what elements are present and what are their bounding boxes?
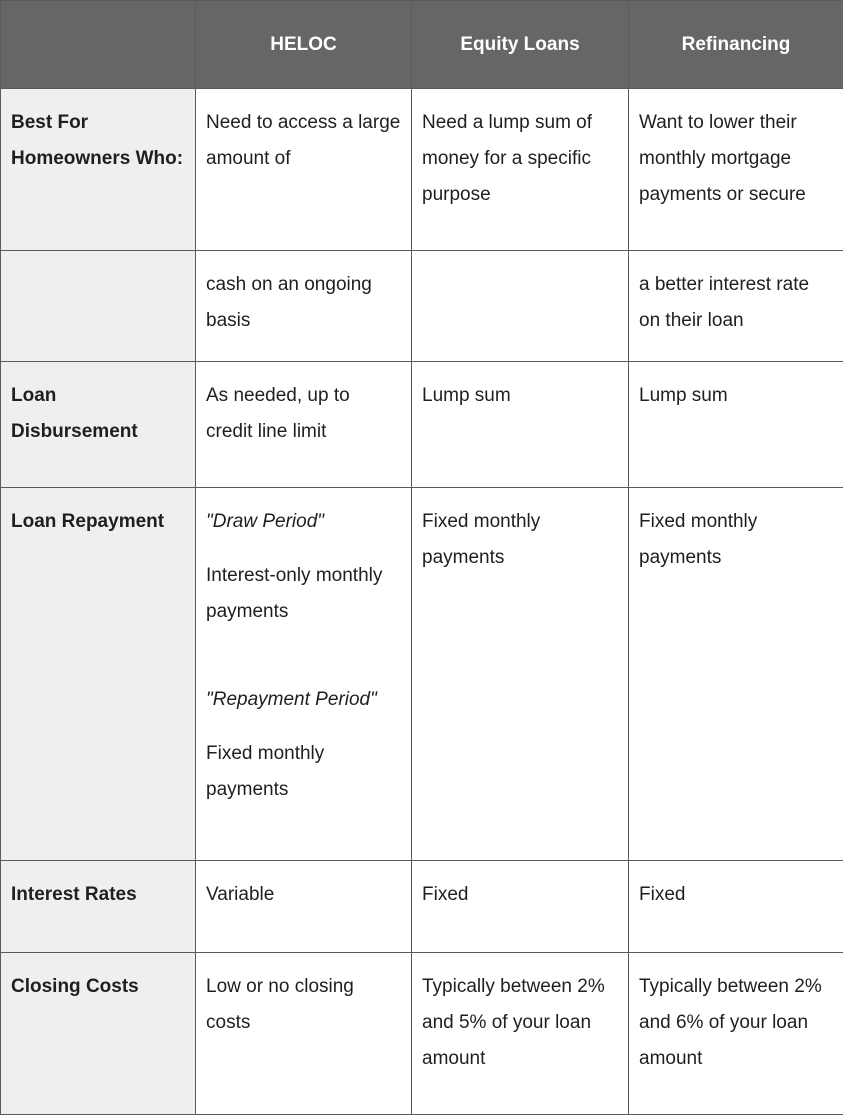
cell-repayment-equity: Fixed monthly payments [412,488,629,861]
cell-disbursement-equity: Lump sum [412,362,629,488]
header-row [1,1,843,89]
cell-interest-heloc: Variable [196,861,412,953]
cell-closing-refi: Typically between 2% and 6% of your loan amount [629,953,843,1115]
repayment-period-title: "Repayment Period" [206,689,377,710]
table-row [1,488,843,861]
cell-repayment-heloc [196,488,412,861]
header-heloc: HELOC [196,1,412,89]
cell-repayment-refi: Fixed monthly payments [629,488,843,861]
cell-best-for-refi: Want to lower their monthly mortgage payments or secure [629,89,843,251]
header-equity-loans: Equity Loans [412,1,629,89]
table-row [1,861,843,953]
repayment-period-text: Fixed monthly payments [206,743,325,800]
cell-disbursement-heloc: As needed, up to credit line limit [196,362,412,488]
row-label-disbursement: Loan Disbursement [1,362,196,488]
cell-closing-equity: Typically between 2% and 5% of your loan amount [412,953,629,1115]
table-row [1,89,843,251]
header-corner-cell [1,1,196,89]
cell-best-for-heloc: Need to access a large amount of [196,89,412,251]
row-label-interest: Interest Rates [1,861,196,953]
row-label-repayment: Loan Repayment [1,488,196,861]
row-label-best-for-cont [1,251,196,362]
header-refinancing: Refinancing [629,1,843,89]
cell-best-for-equity: Need a lump sum of money for a specific purpose [412,89,629,251]
cell-closing-heloc: Low or no closing costs [196,953,412,1115]
cell-interest-equity: Fixed [412,861,629,953]
cell-disbursement-refi: Lump sum [629,362,843,488]
cell-interest-refi: Fixed [629,861,843,953]
table-row [1,953,843,1115]
table-row [1,362,843,488]
row-label-best-for: Best For Homeowners Who: [1,89,196,251]
draw-period-text: Interest-only monthly payments [206,565,383,622]
cell-best-for-cont-equity [412,251,629,362]
cell-best-for-cont-heloc: cash on an ongoing basis [196,251,412,362]
cell-best-for-cont-refi: a better interest rate on their loan [629,251,843,362]
row-label-closing: Closing Costs [1,953,196,1115]
table-row [1,251,843,362]
draw-period-title: "Draw Period" [206,511,325,532]
